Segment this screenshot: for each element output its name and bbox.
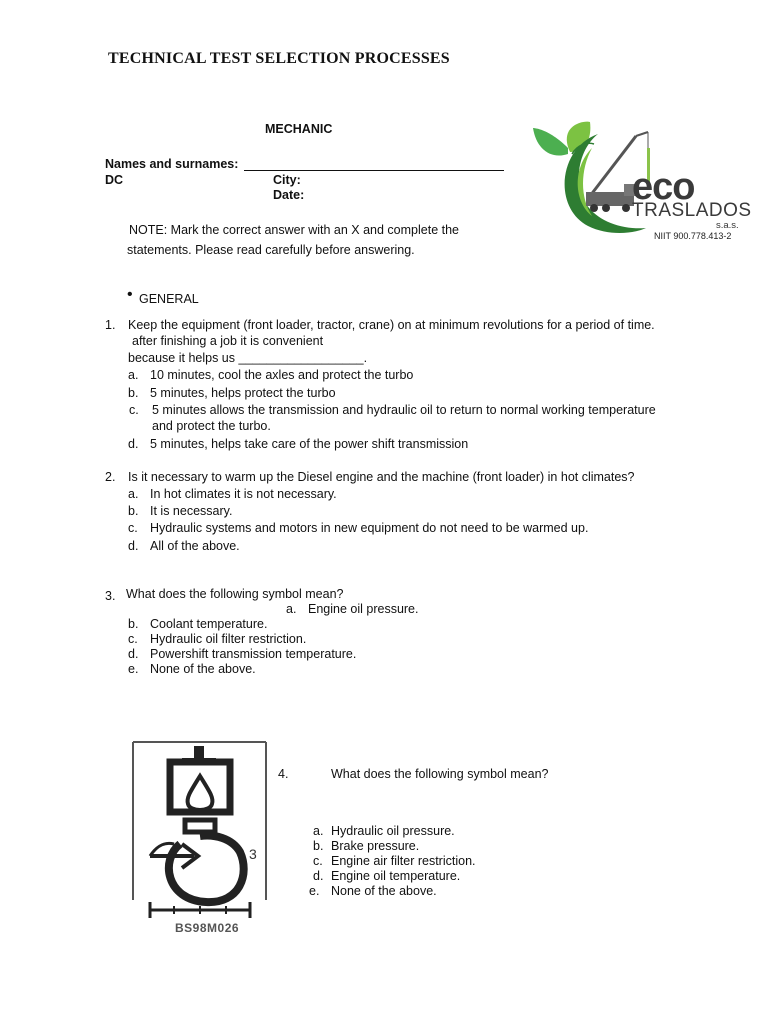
q1-option-letter: b. bbox=[128, 386, 139, 400]
q3-option-d[interactable]: Powershift transmission temperature. bbox=[150, 647, 357, 661]
q4-option-c[interactable]: Engine air filter restriction. bbox=[331, 854, 476, 868]
logo-sas-text: s.a.s. bbox=[716, 220, 739, 231]
q4-question: What does the following symbol mean? bbox=[331, 767, 549, 781]
q2-number: 2. bbox=[105, 470, 116, 484]
q3-number: 3. bbox=[105, 589, 116, 603]
q3-option-letter: c. bbox=[128, 632, 138, 646]
q4-option-b[interactable]: Brake pressure. bbox=[331, 839, 420, 853]
q3-question: What does the following symbol mean? bbox=[126, 587, 344, 601]
q4-number: 4. bbox=[278, 767, 289, 781]
q1-option-c-continued: and protect the turbo. bbox=[152, 419, 271, 433]
q4-option-letter: b. bbox=[313, 839, 324, 853]
note-line-2: statements. Please read carefully before answering. bbox=[127, 243, 415, 257]
q4-option-letter: c. bbox=[313, 854, 323, 868]
q1-line-1: Keep the equipment (front loader, tractor, crane) on at minimum revolutions for a period of time. bbox=[128, 318, 655, 332]
q4-option-d[interactable]: Engine oil temperature. bbox=[331, 869, 461, 883]
q1-option-a[interactable]: 10 minutes, cool the axles and protect the turbo bbox=[150, 368, 414, 382]
page-title: TECHNICAL TEST SELECTION PROCESSES bbox=[108, 50, 450, 67]
q1-number: 1. bbox=[105, 318, 116, 332]
q3-option-c[interactable]: Hydraulic oil filter restriction. bbox=[150, 632, 307, 646]
q4-option-e[interactable]: None of the above. bbox=[331, 884, 437, 898]
company-logo bbox=[528, 118, 758, 248]
names-field[interactable] bbox=[244, 170, 504, 171]
q4-option-letter: e. bbox=[309, 884, 320, 898]
q1-option-c[interactable]: 5 minutes allows the transmission and hydraulic oil to return to normal working temperature bbox=[152, 403, 656, 417]
q3-option-letter: b. bbox=[128, 617, 139, 631]
q3-option-e[interactable]: None of the above. bbox=[150, 662, 256, 676]
section-bullet: • bbox=[127, 286, 133, 303]
q1-line-3: because it helps us __________________. bbox=[128, 351, 368, 365]
city-label: City: bbox=[273, 173, 301, 187]
q3-option-letter: d. bbox=[128, 647, 139, 661]
q3-option-a[interactable]: Engine oil pressure. bbox=[308, 602, 419, 616]
dc-label: DC bbox=[105, 173, 124, 187]
q1-option-letter: d. bbox=[128, 437, 139, 451]
q2-option-letter: c. bbox=[128, 521, 138, 535]
section-general: GENERAL bbox=[139, 292, 199, 306]
q1-line-2: after finishing a job it is convenient bbox=[132, 334, 324, 348]
q3-option-letter: a. bbox=[286, 602, 297, 616]
symbol-number-label: 3 bbox=[249, 846, 257, 862]
date-label: Date: bbox=[273, 188, 305, 202]
q2-option-letter: b. bbox=[128, 504, 139, 518]
engine-oil-symbol-icon bbox=[130, 740, 270, 922]
names-label: Names and surnames: bbox=[105, 157, 239, 171]
q2-option-a[interactable]: In hot climates it is not necessary. bbox=[150, 487, 337, 501]
logo-eco-text: eco bbox=[632, 166, 695, 208]
q1-option-b[interactable]: 5 minutes, helps protect the turbo bbox=[150, 386, 336, 400]
symbol-code: BS98M026 bbox=[175, 921, 240, 935]
q4-option-letter: d. bbox=[313, 869, 324, 883]
q1-option-d[interactable]: 5 minutes, helps take care of the power shift transmission bbox=[150, 437, 469, 451]
q2-option-letter: d. bbox=[128, 539, 139, 553]
logo-traslados-text: TRASLADOS bbox=[632, 200, 752, 221]
q2-option-letter: a. bbox=[128, 487, 139, 501]
q4-option-letter: a. bbox=[313, 824, 324, 838]
q4-option-a[interactable]: Hydraulic oil pressure. bbox=[331, 824, 455, 838]
role-heading: MECHANIC bbox=[265, 122, 333, 136]
q2-option-c[interactable]: Hydraulic systems and motors in new equipment do not need to be warmed up. bbox=[150, 521, 589, 535]
q3-option-b[interactable]: Coolant temperature. bbox=[150, 617, 268, 631]
q2-question: Is it necessary to warm up the Diesel engine and the machine (front loader) in hot climates? bbox=[128, 470, 635, 484]
q1-option-letter: a. bbox=[128, 368, 139, 382]
q2-option-d[interactable]: All of the above. bbox=[150, 539, 240, 553]
note-line-1: NOTE: Mark the correct answer with an X and complete the bbox=[129, 223, 459, 237]
q3-option-letter: e. bbox=[128, 662, 139, 676]
q1-option-letter: c. bbox=[129, 403, 139, 417]
logo-nit-text: NIIT 900.778.413-2 bbox=[654, 231, 732, 241]
q2-option-b[interactable]: It is necessary. bbox=[150, 504, 233, 518]
